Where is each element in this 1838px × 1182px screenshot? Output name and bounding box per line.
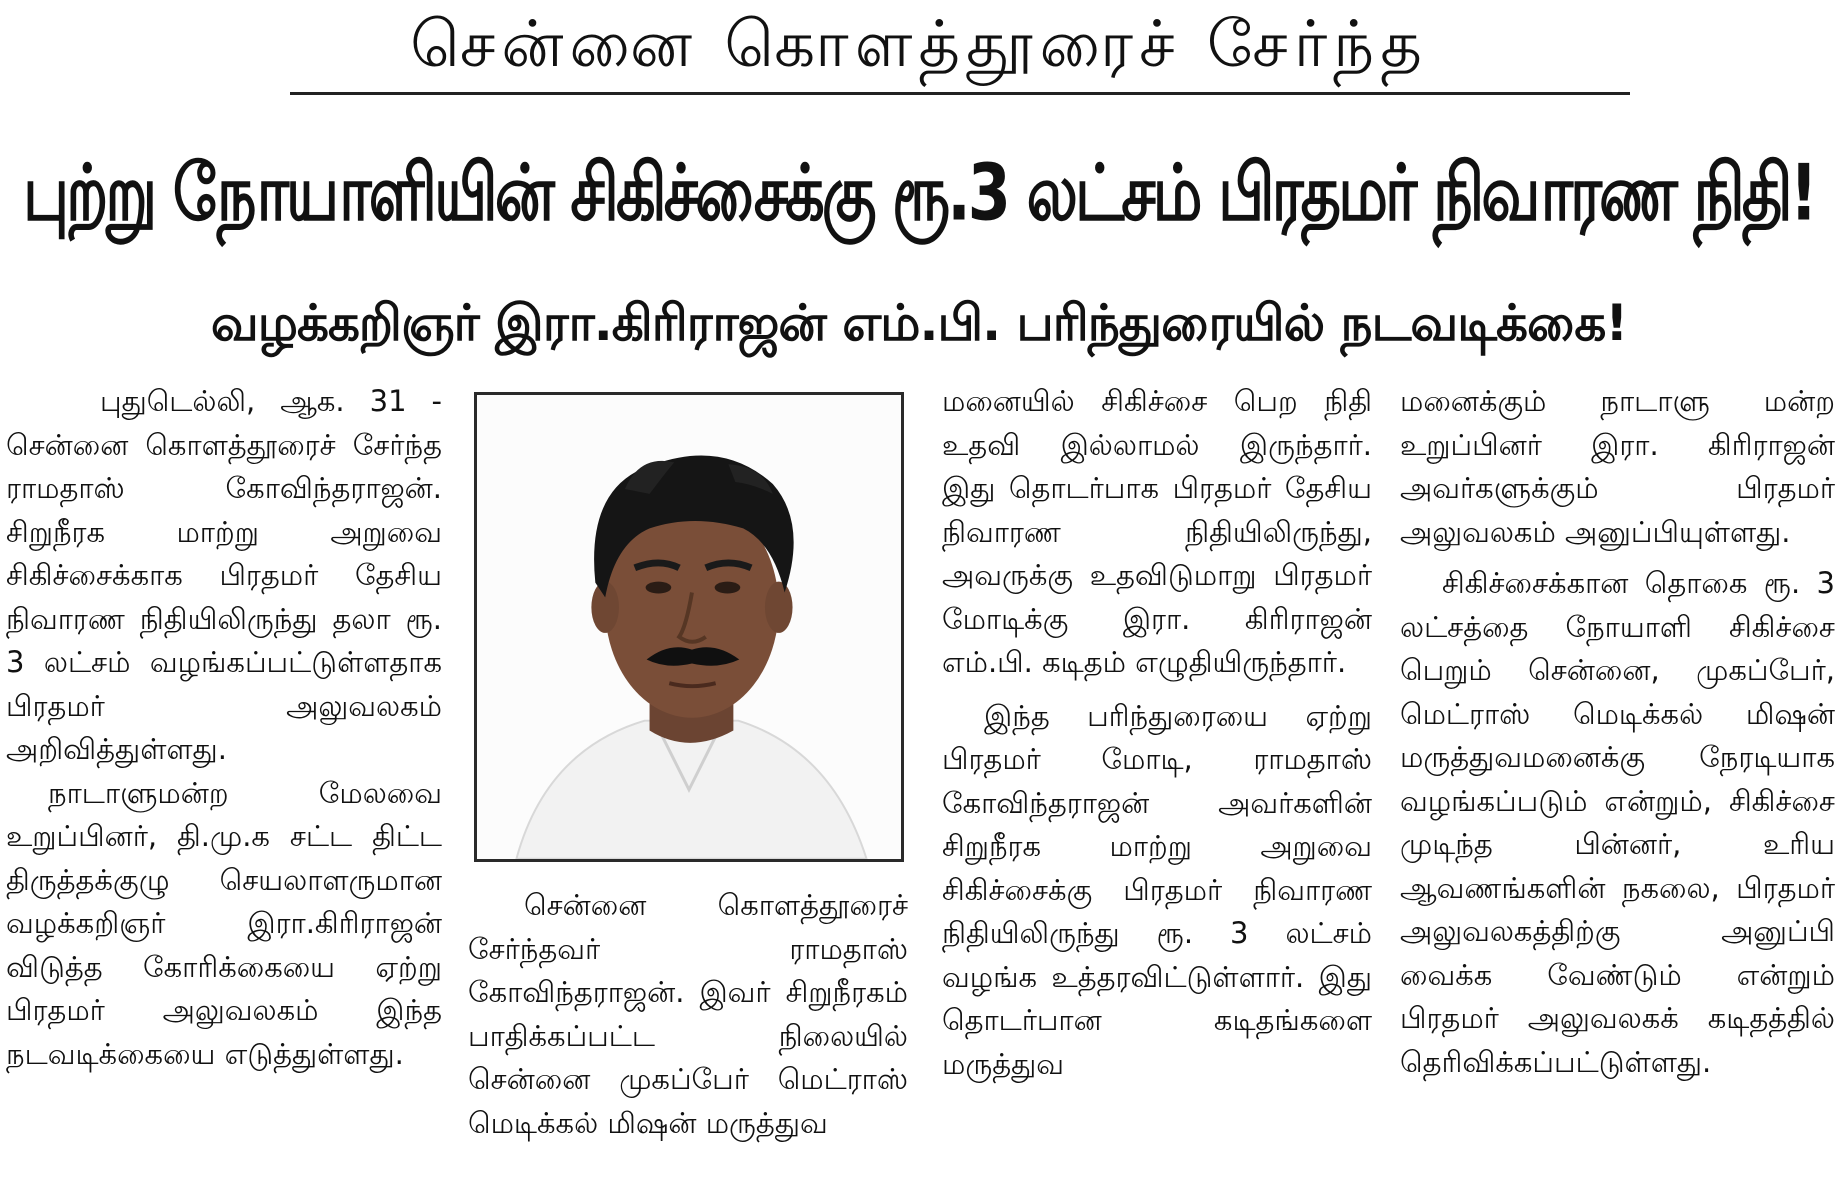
paragraph: சிகிச்சைக்கான தொகை ரூ. 3 லட்சத்தை நோயாளி சிகிச்சை பெறும் சென்னை, முகப்பேர், மெட்ராஸ் மெடிக்கல் மிஷன் மருத்துவமனைக்கு நேரடியாக வழங்கப்படும் என்றும், சிகிச்சை முடிந்த பின்னர், உரிய ஆவணங்களின் நகலை, பிரதமர் அலுவலகத்திற்கு அனுப்பி வைக்க வேண்டும் என்றும் பிரதமர் அலுவலகக் கடிதத்தில் தெரிவிக்கப்பட்டுள்ளது. xyxy=(1400,566,1835,1079)
paragraph: இந்த பரிந்துரையை ஏற்று பிரதமர் மோடி, ராமதாஸ் கோவிந்தராஜன் அவர்களின் சிறுநீரக மாற்று அறுவை சிகிச்சைக்கு பிரதமர் நிவாரண நிதியிலிருந்து ரூ. 3 லட்சம் வழங்க உத்தரவிட்டுள்ளார். இது தொடர்பான கடிதங்களை மருத்துவ xyxy=(942,698,1372,1081)
main-headline: புற்று நோயாளியின் சிகிச்சைக்கு ரூ.3 லட்சம் பிரதமர் நிவாரண நிதி! xyxy=(23,147,1815,239)
paragraph: மனைக்கும் நாடாளு மன்ற உறுப்பினர் இரா. கிரிராஜன் அவர்களுக்கும் பிரதமர் அலுவலகம் அனுப்பியுள்ளது. xyxy=(1400,384,1835,549)
portrait-photo xyxy=(474,392,904,862)
paragraph: மனையில் சிகிச்சை பெற நிதி உதவி இல்லாமல் இருந்தார். இது தொடர்பாக பிரதமர் தேசிய நிவாரண நிதியிலிருந்து, அவருக்கு உதவிடுமாறு பிரதமர் மோடிக்கு இரா. கிரிராஜன் எம்.பி. கடிதம் எழுதியிருந்தார். xyxy=(942,384,1372,679)
paragraph: புதுடெல்லி, ஆக. 31 - சென்னை கொளத்தூரைச் சேர்ந்த ராமதாஸ் கோவிந்தராஜன். சிறுநீரக மாற்று அறுவை சிகிச்சைக்காக பிரதமர் தேசிய நிவாரண நிதியிலிருந்து தலா ரூ. 3 லட்சம் வழங்கப்பட்டுள்ளதாக பிரதமர் அலுவலகம் அறிவித்துள்ளது. xyxy=(6,384,442,766)
sub-headline: வழக்கறிஞர் இரா.கிரிராஜன் எம்.பி. பரிந்துரையில் நடவடிக்கை! xyxy=(210,294,1628,352)
kicker-underline xyxy=(290,92,1630,95)
caption-text: சென்னை கொளத்தூரைச் சேர்ந்தவர் ராமதாஸ் கோவிந்தராஜன். இவர் சிறுநீரகம் பாதிக்கப்பட்ட நிலையில் சென்னை முகப்பேர் மெட்ராஸ் மெடிக்கல் மிஷன் மருத்துவ xyxy=(468,888,908,1140)
article-column-4 xyxy=(1400,380,1835,1180)
paragraph: நாடாளுமன்ற மேலவை உறுப்பினர், தி.மு.க சட்ட திட்ட திருத்தக்குழு செயலாளருமான வழக்கறிஞர் இரா.கிரிராஜன் விடுத்த கோரிக்கையை ஏற்று பிரதமர் அலுவலகம் இந்த நடவடிக்கையை எடுத்துள்ளது. xyxy=(6,775,442,1071)
article-column-1 xyxy=(6,380,442,1180)
article-column-3 xyxy=(942,380,1372,1180)
portrait-illustration xyxy=(477,395,901,859)
photo-caption xyxy=(468,884,908,1182)
kicker-headline: சென்னை கொளத்தூரைச் சேர்ந்த xyxy=(410,8,1428,82)
